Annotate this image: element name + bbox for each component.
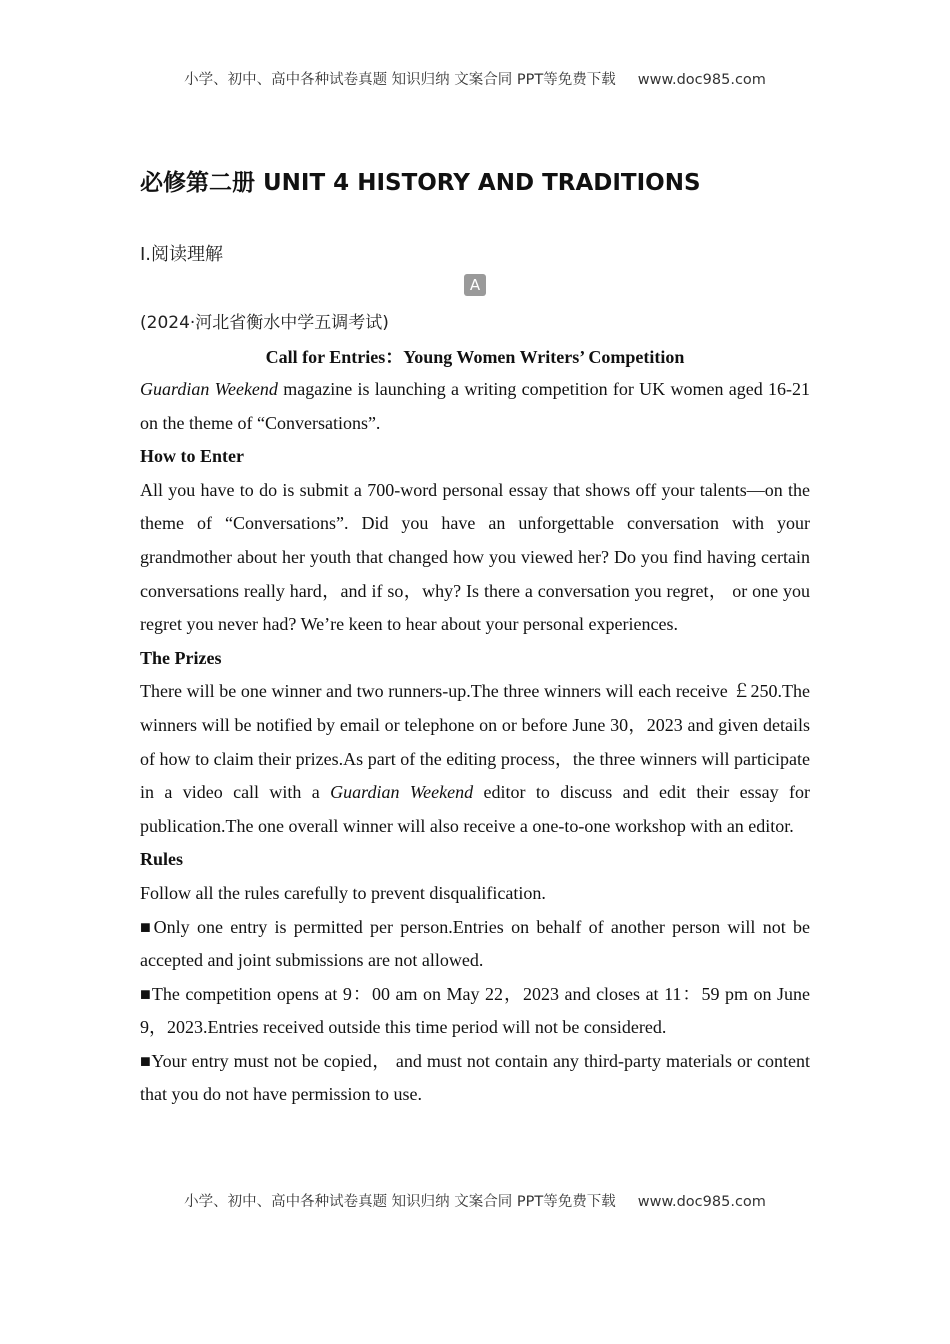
- header-text: 小学、初中、高中各种试卷真题 知识归纳 文案合同 PPT等免费下载: [184, 72, 616, 88]
- page-title: 必修第二册 UNIT 4 HISTORY AND TRADITIONS: [140, 170, 701, 196]
- prizes-text-1: There will be one winner and two runners-up.The three winners will each receive ￡250.The winners will be notified by email or telephone on or before June 30，2023 and given details of how to claim their prizes.As part of the editing process，the three winners will participate in a video call with a: [140, 681, 810, 803]
- rule-item: ■The competition opens at 9：00 am on May 22，2023 and closes at 11：59 pm on June 9，2023.Entries received outside this time period will not be considered.: [140, 983, 810, 1038]
- rules-intro: Follow all the rules carefully to prevent disqualification.: [140, 882, 546, 903]
- how-to-enter-paragraph: All you have to do is submit a 700-word personal essay that shows off your talents—on the theme of “Conversations”. Did you have an unforgettable conversation with your grandmother about her youth that changed how you viewed her? Do you find having certain conversations really hard，and if so，why? Is there a conversation you regret， or one you regret you never had? We’re keen to hear about your personal experiences.: [140, 479, 810, 635]
- article-body: [140, 373, 810, 1112]
- intro-paragraph: [140, 373, 810, 440]
- prizes-paragraph: [140, 675, 810, 843]
- footer-url[interactable]: www.doc985.com: [637, 1194, 766, 1210]
- rule-item: ■Only one entry is permitted per person.Entries on behalf of another person will not be accepted and joint submissions are not allowed.: [140, 916, 810, 971]
- article-title: Call for Entries：Young Women Writers’ Competition: [265, 347, 685, 367]
- intro-text: magazine is launching a writing competition for UK women aged 16-21 on the theme of “Conversations”.: [140, 379, 810, 433]
- page-footer: [0, 1190, 950, 1211]
- rule-item: ■Your entry must not be copied， and must not contain any third-party materials or content that you do not have permission to use.: [140, 1050, 810, 1105]
- page-header: [0, 68, 950, 89]
- rules-heading: Rules: [140, 849, 184, 870]
- footer-text: 小学、初中、高中各种试卷真题 知识归纳 文案合同 PPT等免费下载: [184, 1194, 616, 1210]
- prizes-heading: The Prizes: [140, 647, 222, 668]
- section-label: Ⅰ.阅读理解: [140, 244, 224, 265]
- header-url[interactable]: www.doc985.com: [637, 72, 766, 88]
- prizes-text-2: editor to discuss and edit their essay for publication.The one overall winner will also receive a one-to-one workshop with an editor.: [140, 782, 811, 836]
- magazine-name: Guardian Weekend: [140, 379, 278, 399]
- magazine-name: Guardian Weekend: [330, 782, 474, 803]
- how-to-enter-heading: How to Enter: [140, 446, 244, 467]
- passage-badge: A: [464, 274, 486, 296]
- exam-source: (2024·河北省衡水中学五调考试): [140, 313, 389, 333]
